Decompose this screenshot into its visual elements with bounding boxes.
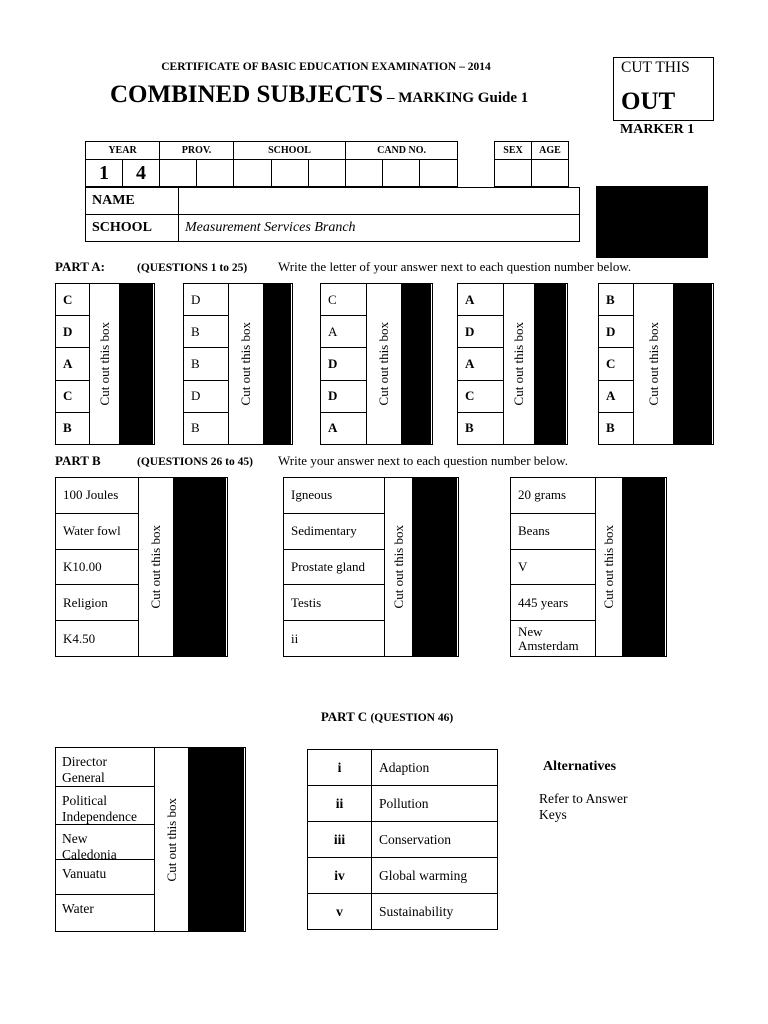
table-row (308, 786, 498, 822)
school-code-cell (272, 160, 309, 187)
part-a-answer-box (598, 283, 714, 445)
black-strip (264, 284, 291, 444)
part-a-answer-box (183, 283, 293, 445)
certificate-title: CERTIFICATE OF BASIC EDUCATION EXAMINATION – 2014 (161, 61, 491, 73)
answer-cell: Political Independence (56, 787, 154, 825)
answer-cell: V (511, 550, 595, 586)
part-b-label: PART B (55, 453, 101, 468)
answer-column (284, 478, 385, 656)
table-row (308, 822, 498, 858)
answer-cell: Water fowl (56, 514, 138, 550)
cut-out-label: Cut out this box (163, 797, 179, 882)
answer-cell: B (191, 420, 200, 436)
black-strip (623, 478, 665, 656)
black-strip (535, 284, 566, 444)
answer-cell: 445 years (511, 585, 595, 621)
answer-cell: Igneous (284, 478, 384, 514)
answer-column (56, 478, 139, 656)
part-b-answer-box (283, 477, 459, 657)
part-c-answer-box (55, 747, 246, 932)
cut-out-label: Cut out this box (645, 322, 661, 406)
sex-cell (495, 160, 532, 187)
roman-numeral: iii (308, 822, 372, 858)
answer-cell: B (606, 420, 615, 436)
cut-out-strip (229, 284, 264, 444)
black-strip (120, 284, 153, 444)
cut-out-label: Cut out this box (376, 322, 391, 406)
part-b-answer-box (510, 477, 667, 657)
cut-out-label: Cut out this box (238, 322, 253, 406)
name-label: NAME (86, 188, 179, 215)
candidate-number-cell (383, 160, 420, 187)
answer-cell: D (184, 381, 228, 413)
school-value: Measurement Services Branch (179, 215, 580, 242)
year-header: YEAR (86, 142, 160, 160)
answer-column (56, 748, 155, 931)
answer-cell: A (56, 348, 89, 380)
answer-cell: Water (62, 901, 94, 916)
answer-cell: C (458, 381, 503, 413)
roman-numeral: v (308, 894, 372, 930)
province-cell (197, 160, 234, 187)
black-strip (189, 748, 244, 931)
cut-out-strip (90, 284, 120, 444)
part-a-label: PART A: (55, 259, 105, 274)
part-c-label: PART C (320, 709, 368, 724)
answer-cell: Vanuatu (56, 860, 154, 895)
sex-age-header-row (495, 142, 569, 160)
part-c-heading (287, 709, 487, 726)
age-cell (532, 160, 569, 187)
cut-out-strip (367, 284, 402, 444)
part-b-instruction: Write your answer next to each question number below. (278, 453, 568, 468)
answer-cell: B (184, 348, 228, 380)
black-strip (674, 284, 712, 444)
table-answer: Global warming (372, 858, 498, 894)
document-title (110, 80, 528, 113)
candidate-number-table (85, 141, 458, 187)
answer-cell: Beans (511, 514, 595, 550)
school-label: SCHOOL (86, 215, 179, 242)
answer-cell: A (321, 316, 366, 348)
answer-cell: Testis (284, 585, 384, 621)
alternatives-note: Refer to Answer Keys (539, 791, 628, 822)
cut-out-label: Cut out this box (390, 525, 406, 609)
part-b-range: (QUESTIONS 26 to 45) (137, 456, 253, 468)
cut-out-label: Cut out this box (96, 322, 112, 406)
cut-out-label: Cut out this box (601, 525, 616, 609)
school-code-cell (309, 160, 346, 187)
candidate-number-header: CAND NO. (346, 142, 458, 160)
cut-out-label: Cut out this box (148, 525, 163, 609)
table-row (308, 750, 498, 786)
cut-out-strip (139, 478, 174, 656)
answer-column (458, 284, 504, 444)
year-digit: 1 (86, 160, 123, 187)
answer-cell: B (465, 420, 474, 436)
answer-cell: Religion (56, 585, 138, 621)
cut-out-strip (385, 478, 413, 656)
part-a-instruction: Write the letter of your answer next to each question number below. (278, 259, 632, 274)
candidate-number-cell (420, 160, 458, 187)
answer-cell: D (321, 348, 366, 380)
roman-numeral: ii (308, 786, 372, 822)
sex-age-value-row (495, 160, 569, 187)
table-answer: Conservation (372, 822, 498, 858)
candidate-header-row (86, 142, 458, 160)
answer-cell: Director General (56, 748, 154, 787)
answer-cell: K4.50 (63, 630, 96, 646)
part-a-answer-box (457, 283, 568, 445)
black-strip (402, 284, 431, 444)
answer-cell: D (599, 316, 633, 348)
candidate-value-row (86, 160, 458, 187)
answer-cell: 100 Joules (56, 478, 138, 514)
answer-cell: D (184, 284, 228, 316)
school-header: SCHOOL (234, 142, 346, 160)
answer-cell: New Caledonia (56, 825, 154, 860)
sex-age-table (494, 141, 569, 187)
marker-label: MARKER 1 (620, 122, 695, 137)
answer-column (511, 478, 596, 656)
answer-cell: D (458, 316, 503, 348)
table-answer: Sustainability (372, 894, 498, 930)
province-header: PROV. (160, 142, 234, 160)
name-value (179, 188, 580, 215)
part-c-roman-table (307, 749, 498, 930)
year-digit: 4 (123, 160, 160, 187)
answer-cell: C (56, 284, 89, 316)
answer-cell: K10.00 (56, 550, 138, 586)
answer-cell: Sedimentary (284, 514, 384, 550)
sex-header: SEX (495, 142, 532, 160)
answer-column (321, 284, 367, 444)
answer-cell: B (184, 316, 228, 348)
answer-cell: B (63, 420, 72, 436)
redacted-block (596, 186, 708, 258)
part-a-range: (QUESTIONS 1 to 25) (137, 262, 248, 274)
cut-out-strip (634, 284, 674, 444)
table-answer: Pollution (372, 786, 498, 822)
alternatives-title: Alternatives (543, 759, 617, 774)
answer-cell: C (321, 284, 366, 316)
answer-cell: New Amsterdam (518, 623, 579, 653)
roman-numeral: i (308, 750, 372, 786)
school-row (86, 215, 580, 242)
province-cell (160, 160, 197, 187)
part-a-answer-box (55, 283, 155, 445)
answer-cell: D (321, 381, 366, 413)
black-strip (413, 478, 457, 656)
cut-box-line2: OUT (621, 88, 676, 115)
part-a-answer-box (320, 283, 433, 445)
answer-column (599, 284, 634, 444)
answer-cell: A (599, 381, 633, 413)
answer-cell: A (328, 420, 338, 436)
cut-this-out-box (613, 57, 714, 121)
cut-out-strip (504, 284, 535, 444)
candidate-number-cell (346, 160, 383, 187)
cut-out-strip (155, 748, 189, 931)
cut-out-label: Cut out this box (511, 322, 526, 406)
answer-cell: A (458, 348, 503, 380)
answer-cell: A (458, 284, 503, 316)
identity-table (85, 187, 580, 242)
answer-cell: D (56, 316, 89, 348)
answer-column (184, 284, 229, 444)
cut-box-line1: CUT THIS (621, 59, 690, 76)
age-header: AGE (532, 142, 569, 160)
table-answer: Adaption (372, 750, 498, 786)
answer-cell: C (56, 381, 89, 413)
answer-cell: C (599, 348, 633, 380)
cut-out-strip (596, 478, 623, 656)
name-row (86, 188, 580, 215)
roman-numeral: iv (308, 858, 372, 894)
answer-cell: B (599, 284, 633, 316)
answer-cell: 20 grams (511, 478, 595, 514)
table-row (308, 894, 498, 930)
table-row (308, 858, 498, 894)
part-c-range: (QUESTION 46) (370, 712, 454, 724)
school-code-cell (234, 160, 272, 187)
title-subtitle: – MARKING Guide 1 (386, 90, 529, 106)
black-strip (174, 478, 226, 656)
answer-column (56, 284, 90, 444)
part-b-answer-box (55, 477, 228, 657)
answer-cell: ii (291, 630, 299, 646)
title-main: COMBINED SUBJECTS (110, 81, 383, 108)
answer-cell: Prostate gland (284, 550, 384, 586)
